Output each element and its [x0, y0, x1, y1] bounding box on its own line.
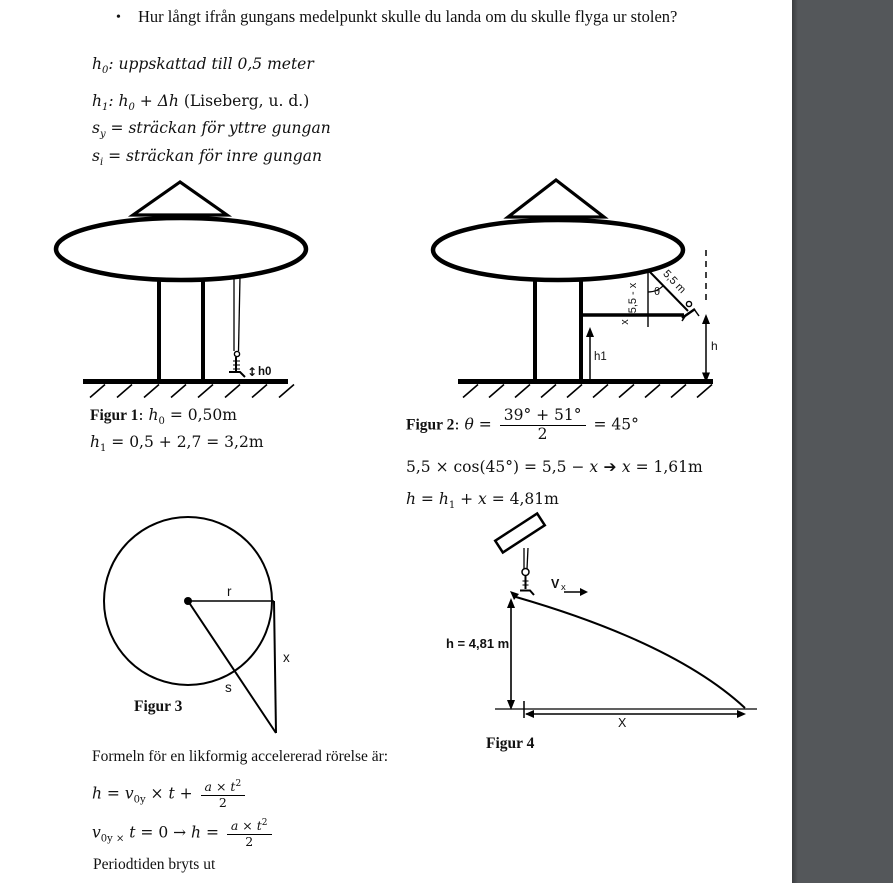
def-h1-citation: (Liseberg, u. d.) — [183, 92, 310, 110]
fig1-eq1-sub: 0 — [158, 416, 165, 428]
trajectory-curve — [516, 597, 745, 708]
figure4-trajectory-diagram — [440, 512, 760, 730]
def-h0-var: h — [92, 55, 102, 73]
ground-hatching — [90, 385, 294, 398]
definition-h0 — [92, 55, 314, 76]
canopy-plank — [495, 514, 545, 553]
question-text: Hur långt ifrån gungans medelpunkt skulle du landa om du skulle flyga ur stolen? — [138, 7, 678, 26]
f1-num-base: a × t — [204, 779, 236, 795]
carousel-pillar — [535, 280, 581, 380]
fig2-line2-x1: x — [589, 458, 599, 476]
lower-segment-label: x — [619, 319, 631, 325]
fig2-line3-v2: h — [438, 490, 449, 508]
h-dimension-arrow — [507, 598, 515, 710]
f1-mul: × — [145, 784, 169, 803]
fig2-line3-sub: 1 — [448, 500, 456, 512]
x-distance-label: X — [618, 716, 627, 730]
fig1-eq1-var: h — [148, 406, 159, 424]
figure2-caption — [406, 407, 639, 444]
figure1-equation2 — [90, 433, 264, 454]
fig2-line3-v1: h — [406, 490, 416, 508]
figure2-equation2 — [406, 458, 703, 476]
swing-chains — [524, 548, 528, 569]
question-line — [116, 7, 677, 27]
formula-outro: Periodtiden bryts ut — [93, 856, 216, 873]
vx-arrow — [564, 588, 588, 596]
chain-ring — [522, 569, 529, 576]
fig1-eq2-text: = 0,5 + 2,7 = 3,2m — [106, 433, 264, 451]
figure2-equation3 — [406, 490, 559, 511]
def-h1-var: h — [92, 92, 102, 110]
figure1-caption — [90, 406, 237, 427]
f1-eq: = — [101, 784, 125, 803]
f2-t: t — [124, 823, 136, 842]
viewer-background-panel — [792, 0, 893, 883]
updown-arrow-icon: ↕ — [247, 365, 258, 379]
secant-line — [188, 601, 276, 733]
f1-sub: 0y — [133, 794, 146, 806]
formula-2 — [92, 818, 275, 849]
def-h1-text: + Δh — [134, 92, 184, 110]
f1-frac-den: 2 — [218, 795, 227, 811]
def-h1-mid: : h — [108, 92, 129, 110]
r-label: r — [227, 584, 232, 599]
trajectory-start-arrowhead — [510, 591, 519, 600]
fig2-line3-eq: = — [415, 490, 439, 508]
height-value-label: h = 4,81 m — [446, 636, 510, 651]
theta-label: θ — [654, 286, 661, 298]
f1-fraction — [201, 779, 246, 810]
def-sy-sub: y — [99, 129, 106, 141]
vx-sub-label: x — [561, 582, 566, 593]
swing-chair — [520, 576, 534, 595]
fig2-line2-a: 5,5 × cos(45°) = 5,5 − — [406, 458, 590, 476]
formula-intro: Formeln för en likformig accelererad rörelse är: — [92, 748, 389, 765]
carousel-canopy — [433, 220, 683, 280]
formula-1 — [92, 779, 248, 810]
fig2-line3-x: x — [478, 490, 487, 508]
h-dimension-arrow — [702, 314, 710, 383]
f2-frac-num — [227, 818, 272, 835]
f2-fraction — [227, 818, 272, 849]
f2-num-exp: 2 — [261, 818, 268, 828]
f1-h: h — [92, 784, 102, 803]
h1-label: h1 — [594, 351, 607, 363]
h0-label: h0 — [258, 366, 272, 378]
fig2-arrow-icon: ➔ — [598, 458, 622, 476]
f1-v: v — [124, 784, 134, 803]
figure3-circle-diagram — [90, 505, 300, 740]
figure4-caption: Figur 4 — [486, 735, 535, 752]
x-dimension-arrow — [525, 710, 746, 718]
def-si-sub: i — [99, 157, 104, 169]
swing-chains — [234, 277, 240, 351]
bullet-icon: • — [116, 10, 121, 25]
f2-sub: 0y × — [100, 833, 125, 845]
s-label: s — [225, 680, 232, 695]
f2-h: h — [191, 823, 202, 842]
definition-sy — [92, 119, 331, 140]
fig2-angle-fraction — [500, 407, 586, 444]
f2-frac-den: 2 — [245, 834, 254, 850]
fig2-line3-plus: + — [455, 490, 479, 508]
upper-segment-label: 5,5 - x — [627, 282, 639, 314]
vx-label: V — [551, 577, 560, 591]
def-h0-text: : uppskattad till 0,5 meter — [108, 55, 314, 73]
fig2-eq1: = — [473, 415, 497, 434]
figure1-carousel-diagram — [40, 168, 330, 400]
vertical-drop-line — [274, 601, 276, 733]
def-sy-var: s — [92, 119, 100, 137]
def-si-var: s — [92, 147, 100, 165]
fig2-theta-var: θ — [464, 415, 474, 434]
page-edge-shadow — [792, 0, 798, 883]
swing-chair — [229, 351, 245, 377]
fig2-line2-x2: x — [621, 458, 631, 476]
f1-num-exp: 2 — [235, 779, 242, 789]
swing-chair — [682, 301, 699, 321]
def-h1-sub: 1 — [101, 102, 109, 114]
def-sy-text: = sträckan för yttre gungan — [105, 119, 331, 137]
f1-plus: + — [174, 784, 198, 803]
ground-hatching — [463, 385, 712, 398]
x-label: x — [283, 650, 290, 665]
definition-si — [92, 147, 322, 168]
figure1-caption-label: Figur 1 — [90, 407, 139, 424]
fig2-frac-den: 2 — [537, 425, 548, 444]
f2-eq: = — [201, 823, 224, 842]
carousel-roof — [508, 180, 604, 217]
figure2-carousel-angle-diagram — [430, 168, 730, 400]
carousel-pillar — [159, 280, 203, 380]
fig1-eq1-text: = 0,50m — [164, 406, 237, 424]
fig2-line3-rest: = 4,81m — [486, 490, 559, 508]
definition-h1 — [92, 92, 309, 113]
fig1-eq2-sub: 1 — [99, 443, 107, 455]
figure2-caption-sep: : — [454, 415, 465, 434]
h1-dimension-arrow — [586, 327, 594, 380]
chain-length-label: 5,5 m — [660, 267, 689, 296]
figure2-caption-label: Figur 2 — [406, 416, 455, 434]
h-label: h — [711, 339, 718, 353]
carousel-canopy — [56, 218, 306, 280]
fig2-frac-num: 39° + 51° — [500, 407, 586, 426]
def-h1-sub2: 0 — [128, 102, 135, 114]
def-h0-sub: 0 — [101, 65, 109, 77]
f2-num-base: a × t — [230, 818, 262, 834]
figure1-caption-sep: : — [138, 406, 149, 424]
fig2-line2-b: = 1,61m — [630, 458, 703, 476]
f2-mid: = 0 → — [135, 823, 192, 842]
def-si-text: = sträckan för inre gungan — [103, 147, 322, 165]
f1-frac-num — [201, 779, 246, 796]
figure3-caption: Figur 3 — [134, 698, 183, 715]
f1-t: t — [168, 784, 175, 803]
fig1-eq2-var: h — [90, 433, 100, 451]
fig2-eq2: = 45° — [588, 415, 639, 434]
f2-v: v — [92, 823, 101, 842]
carousel-roof — [133, 182, 227, 215]
